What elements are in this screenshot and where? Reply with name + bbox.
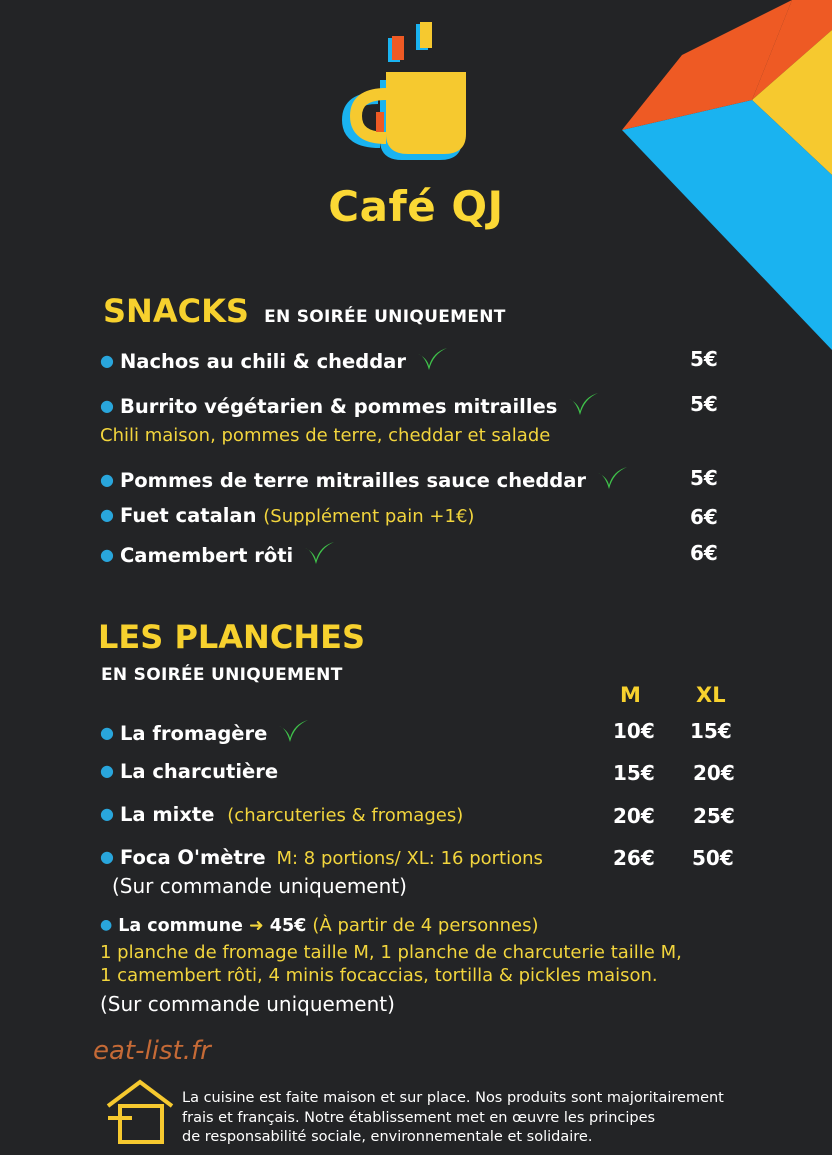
snacks-title: SNACKS bbox=[103, 292, 249, 330]
vegetarian-leaf-icon bbox=[415, 346, 449, 372]
footer-note bbox=[182, 1089, 782, 1148]
list-item bbox=[100, 465, 629, 492]
bullet-icon: ● bbox=[100, 351, 114, 370]
house-icon bbox=[104, 1076, 176, 1144]
item-note: (À partir de 4 personnes) bbox=[312, 915, 539, 936]
bullet-icon: ● bbox=[100, 847, 114, 866]
item-name: Burrito végétarien & pommes mitrailles bbox=[119, 395, 558, 418]
planches-title: LES PLANCHES bbox=[98, 618, 365, 656]
column-header-xl: XL bbox=[696, 683, 726, 707]
price-xl: 50€ bbox=[692, 846, 734, 870]
item-description: Chili maison, pommes de terre, cheddar et salade bbox=[100, 425, 551, 446]
vegetarian-leaf-icon bbox=[302, 540, 336, 566]
snacks-heading bbox=[103, 292, 506, 330]
item-name: Foca O'mètre bbox=[119, 846, 266, 869]
item-name: Pommes de terre mitrailles sauce cheddar bbox=[119, 469, 587, 492]
vegetarian-leaf-icon bbox=[595, 465, 629, 491]
bullet-icon: ● bbox=[100, 396, 114, 415]
bullet-icon: ● bbox=[100, 545, 114, 564]
list-item bbox=[100, 846, 543, 869]
bullet-icon: ● bbox=[100, 505, 114, 524]
price-m: 20€ bbox=[613, 804, 655, 828]
item-name: La charcutière bbox=[119, 760, 279, 783]
footer-line-2: frais et français. Notre établissement met en œuvre les principes bbox=[182, 1109, 656, 1126]
item-price: 45€ bbox=[269, 916, 307, 936]
commune-extra: (Sur commande uniquement) bbox=[100, 992, 395, 1016]
list-item bbox=[100, 915, 539, 936]
item-note: (Supplément pain +1€) bbox=[263, 506, 475, 527]
bullet-icon: ● bbox=[100, 761, 114, 780]
item-name: Fuet catalan bbox=[119, 504, 257, 527]
vegetarian-leaf-icon bbox=[566, 391, 600, 417]
item-note: M: 8 portions/ XL: 16 portions bbox=[276, 848, 543, 869]
list-item bbox=[100, 718, 310, 745]
list-item bbox=[100, 760, 278, 783]
price-xl: 20€ bbox=[693, 761, 735, 785]
vegetarian-leaf-icon bbox=[276, 718, 310, 744]
item-name: Camembert rôti bbox=[119, 544, 294, 567]
watermark: eat-list.fr bbox=[93, 1036, 211, 1066]
item-price: 5€ bbox=[690, 392, 718, 416]
item-name: La fromagère bbox=[119, 722, 268, 745]
snacks-subtitle: EN SOIRÉE UNIQUEMENT bbox=[264, 307, 506, 327]
coffee-cup-logo bbox=[340, 20, 470, 170]
bullet-icon: ● bbox=[100, 917, 113, 933]
footer-line-3: de responsabilité sociale, environnementale et solidaire. bbox=[182, 1129, 593, 1145]
item-name: La commune bbox=[118, 916, 243, 936]
list-item bbox=[100, 391, 600, 418]
corner-decoration bbox=[622, 0, 832, 350]
item-extra: (Sur commande uniquement) bbox=[112, 874, 407, 898]
commune-line-1: 1 planche de fromage taille M, 1 planche de charcuterie taille M, bbox=[100, 942, 682, 963]
column-header-m: M bbox=[620, 683, 641, 707]
list-item bbox=[100, 540, 336, 567]
item-name: La mixte bbox=[119, 803, 215, 826]
bullet-icon: ● bbox=[100, 804, 114, 823]
footer-line-1: La cuisine est faite maison et sur place. Nos produits sont majoritairement bbox=[182, 1090, 724, 1106]
item-price: 6€ bbox=[690, 541, 718, 565]
arrow-icon: ➜ bbox=[249, 916, 264, 936]
price-m: 10€ bbox=[613, 719, 655, 743]
bullet-icon: ● bbox=[100, 470, 114, 489]
commune-line-2: 1 camembert rôti, 4 minis focaccias, tortilla & pickles maison. bbox=[100, 965, 658, 986]
item-price: 5€ bbox=[690, 466, 718, 490]
price-m: 26€ bbox=[613, 846, 655, 870]
price-xl: 25€ bbox=[693, 804, 735, 828]
planches-subtitle: EN SOIRÉE UNIQUEMENT bbox=[101, 665, 343, 685]
bullet-icon: ● bbox=[100, 723, 114, 742]
item-name: Nachos au chili & cheddar bbox=[119, 350, 406, 373]
list-item bbox=[100, 504, 474, 527]
item-price: 6€ bbox=[690, 505, 718, 529]
item-note: (charcuteries & fromages) bbox=[227, 805, 464, 826]
price-m: 15€ bbox=[613, 761, 655, 785]
list-item bbox=[100, 346, 449, 373]
cafe-name: Café QJ bbox=[328, 182, 504, 231]
list-item bbox=[100, 803, 463, 826]
item-price: 5€ bbox=[690, 347, 718, 371]
price-xl: 15€ bbox=[690, 719, 732, 743]
